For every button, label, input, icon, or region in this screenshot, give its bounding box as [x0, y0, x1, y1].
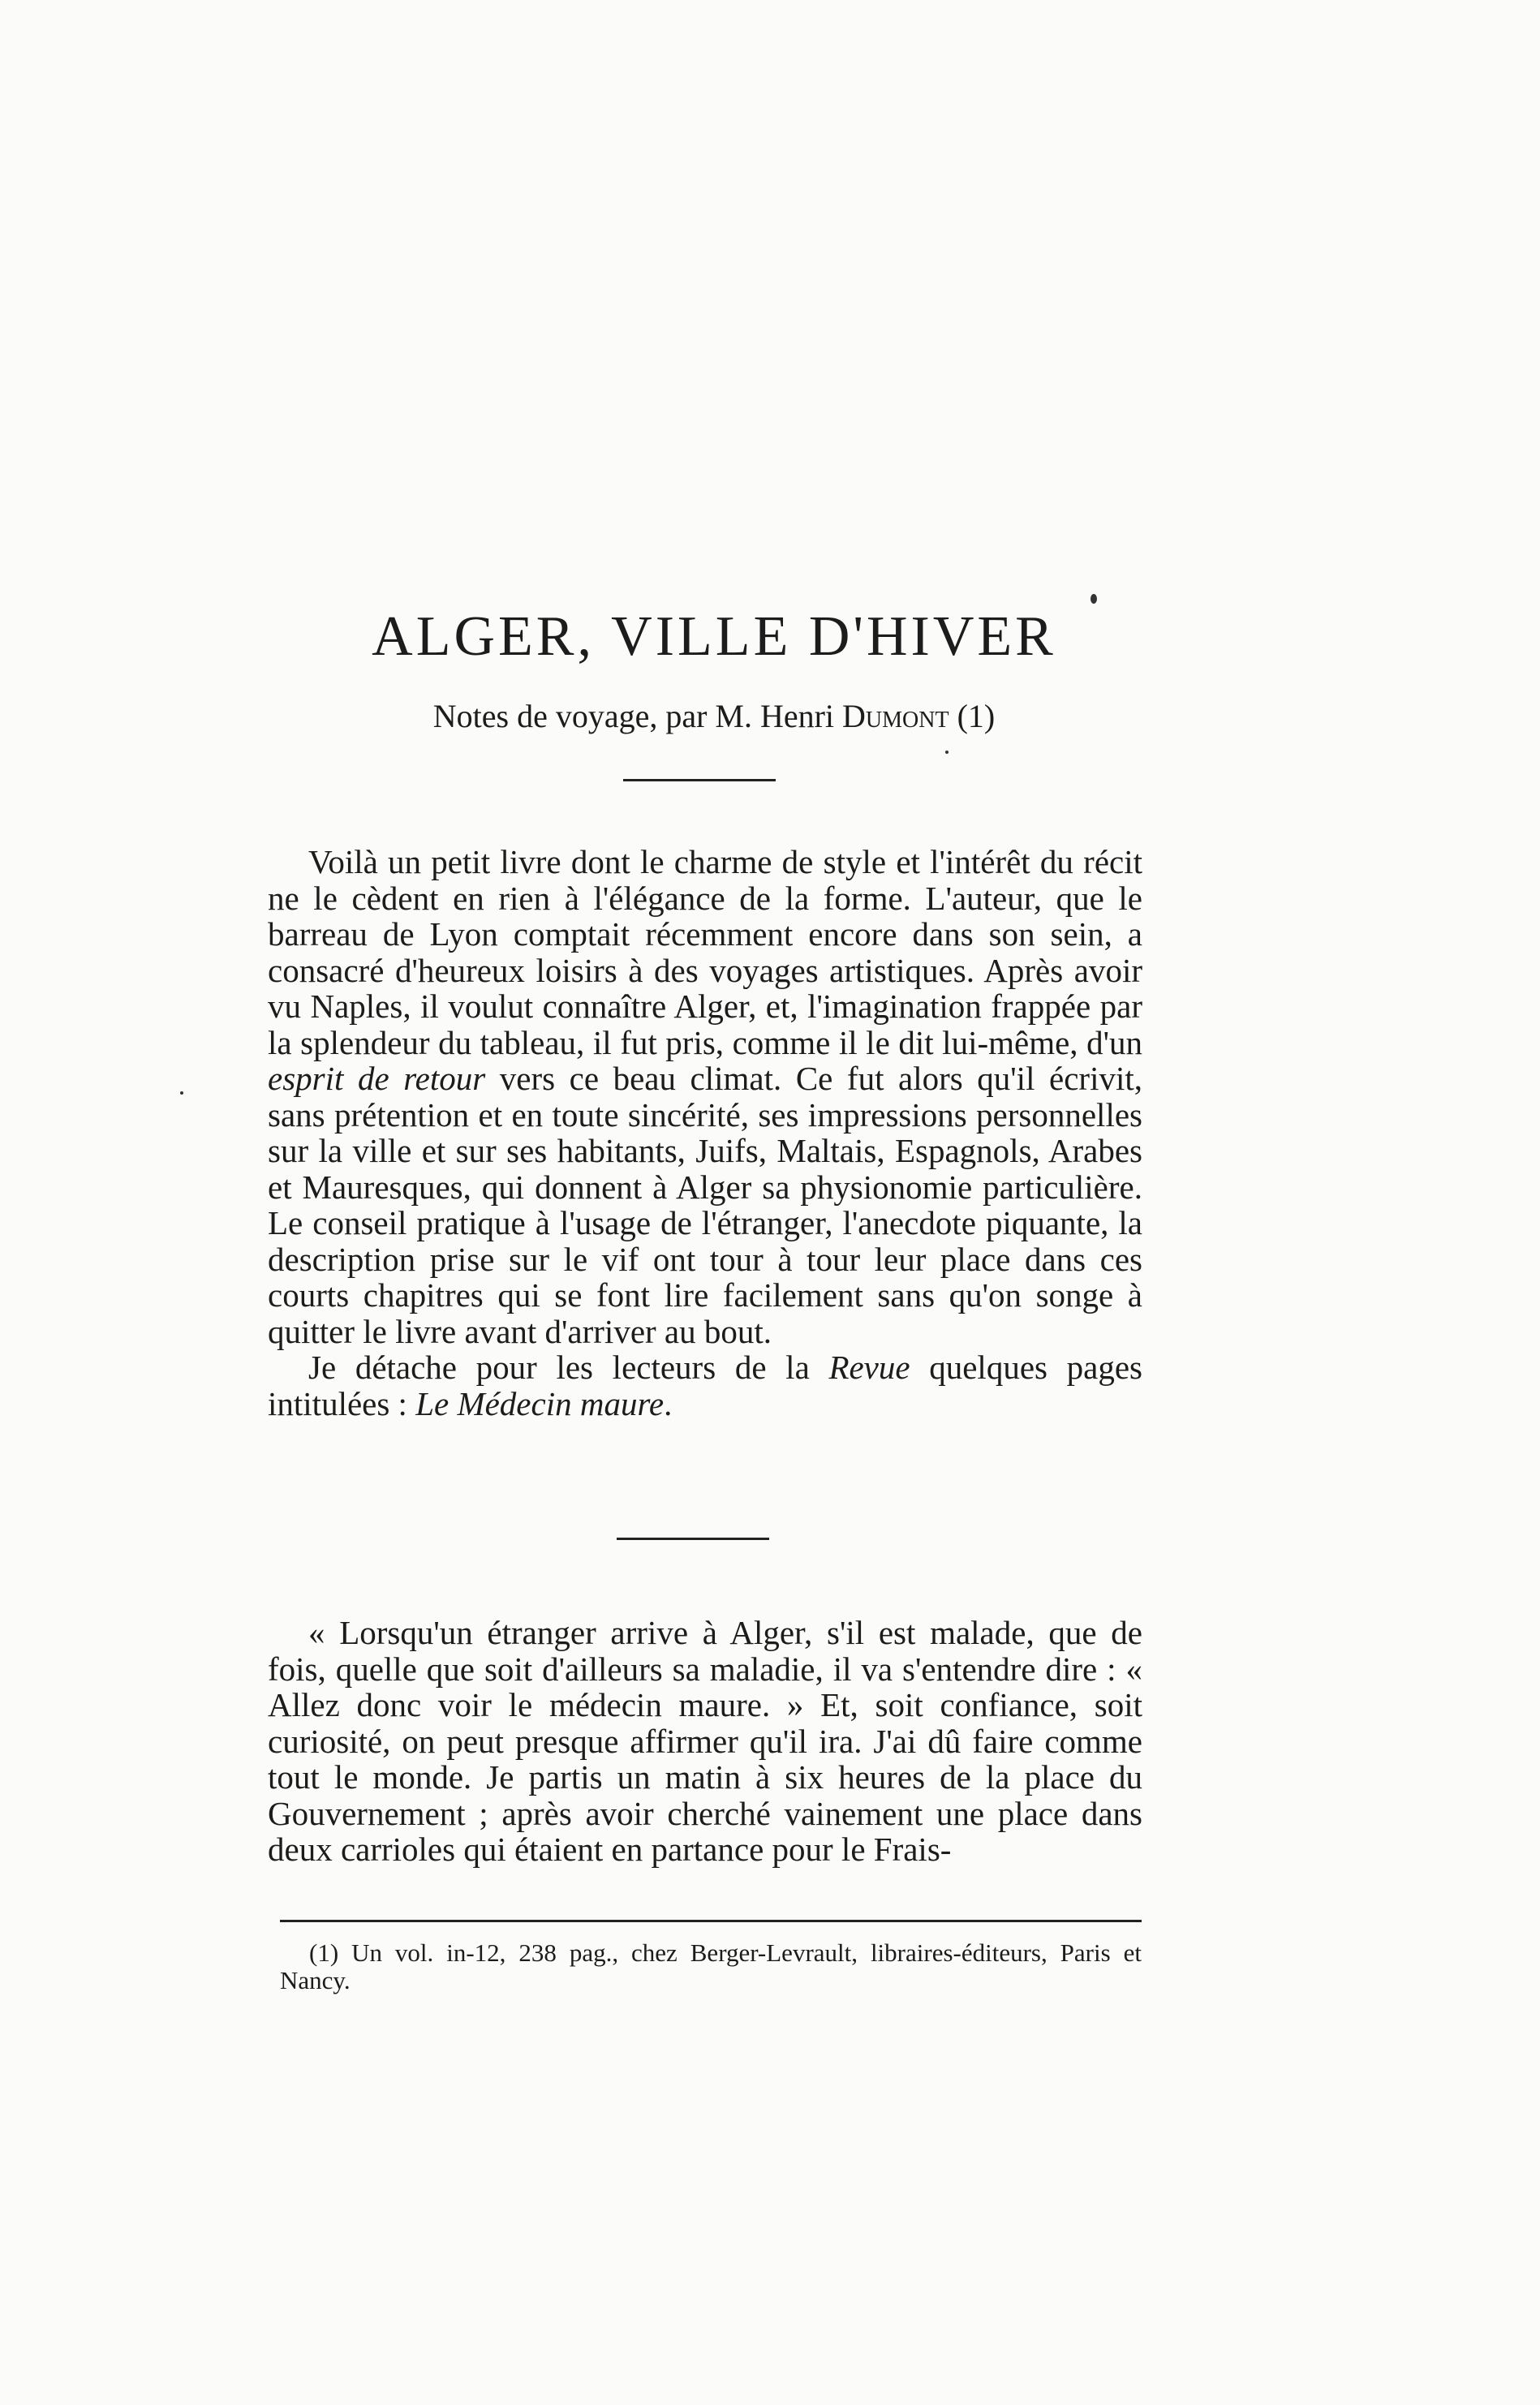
article-title: ALGER, VILLE D'HIVER — [372, 605, 1056, 668]
print-speck — [1090, 594, 1097, 604]
intro-text — [268, 844, 1142, 1422]
article-subtitle — [325, 696, 1103, 737]
paragraph-excerpt-text-a: Je détache pour les lecteurs de la — [308, 1349, 829, 1386]
paragraph-excerpt-body: « Lorsqu'un étranger arrive à Alger, s'il est malade, que de fois, quelle que soit d'ailleurs sa maladie, il va s'entendre dire : « Allez donc voir le médecin maure. » Et, soit confiance, soit curiosité, on peut presque affirmer qu'il ira. J'ai dû faire comme tout le monde. Je partis un matin à six heures de la place du Gouvernement ; après avoir cherché vainement une place dans deux carrioles qui étaient en partance pour le Frais- — [268, 1614, 1142, 1868]
print-speck — [180, 1091, 183, 1095]
footnote-rule — [280, 1920, 1142, 1922]
paragraph-intro-italic: esprit de retour — [268, 1060, 486, 1097]
section-divider-middle — [617, 1538, 769, 1540]
paragraph-intro-text-a: Voilà un petit livre dont le charme de style et l'intérêt du récit ne le cèdent en rien à l'élégance de la forme. L'auteur, que le barreau de Lyon comptait récemment encore dans son sein, a consacré d'heureux loisirs à des voyages artistiques. Après avoir vu Naples, il voulut connaître Alger, et, l'imagination frappée par la splendeur du tableau, il fut pris, comme il le dit lui-même, d'un — [268, 843, 1142, 1061]
section-divider-top — [623, 779, 776, 781]
paragraph-excerpt-text-b: quelques pages intitulées : — [268, 1349, 1142, 1422]
excerpt-text — [268, 1615, 1142, 1868]
paragraph-excerpt-note — [268, 1349, 1142, 1422]
excerpt-title: Le Médecin maure — [415, 1384, 665, 1422]
footnote-reference: (1) — [949, 698, 996, 734]
print-speck — [945, 751, 949, 754]
paragraph-intro — [268, 844, 1142, 1349]
paragraph-intro-text-b: vers ce beau climat. Ce fut alors qu'il écrivit, sans prétention et en toute sincérité, ses impressions personnelles sur la ville et sur ses habitants, Juifs, Maltais, Espagnols, Arabes et Mauresques, qui donnent à Alger sa physionomie particulière. Le conseil pratique à l'usage de l'étranger, l'anecdote piquante, la description prise sur le vif ont tour à tour leur place dans ces courts chapitres qui se font lire facilement sans qu'on songe à quitter le livre avant d'arriver au bout. — [268, 1060, 1142, 1350]
revue-title: Revue — [828, 1349, 910, 1386]
author-surname: Dumont — [842, 698, 949, 734]
footnote: (1) Un vol. in-12, 238 pag., chez Berger-Levrault, libraires-éditeurs, Paris et Nancy. — [280, 1938, 1142, 1994]
paragraph-excerpt-text-c: . — [664, 1384, 673, 1422]
subtitle-prefix: Notes de voyage, par M. Henri — [432, 698, 843, 734]
